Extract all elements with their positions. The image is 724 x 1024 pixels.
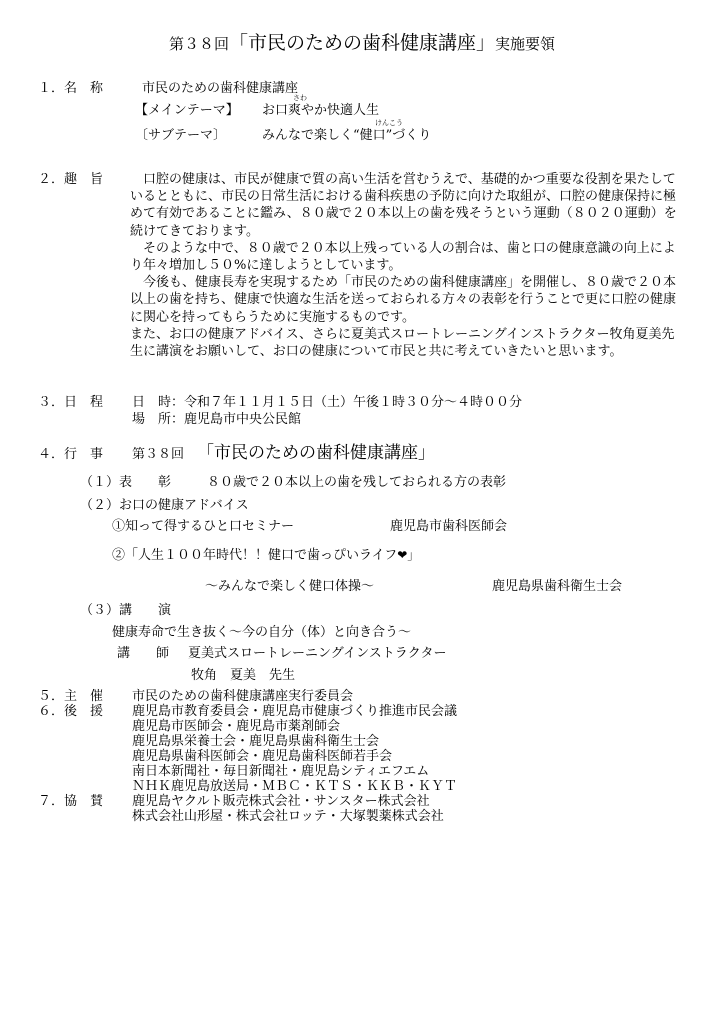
sub-theme: みんなで楽しく“健口”づくり	[262, 128, 432, 143]
page-title	[0, 32, 724, 55]
event-prefix: 第３８回	[132, 447, 185, 462]
sub-theme-ruby: けんこう	[375, 119, 403, 127]
seminar-2-subtitle: ～みんなで楽しく健口体操～	[205, 579, 375, 594]
heart-icon: ❤」	[397, 548, 420, 562]
purpose-paragraph-4: また、お口の健康アドバイス、さらに夏美式スロートレーニングインストラクター牧角夏美先生に講演をお願いして、お口の健康について市民と共に考えていきたいと思います。	[130, 326, 675, 360]
supporters-line-4: 鹿児島県歯科医師会・鹿児島歯科医師若手会	[132, 749, 393, 764]
seminar-2-title: ②「人生１００年時代！！健口で歯っぴいライフ	[112, 548, 398, 563]
lecturer-role: 夏美式スロートレーニングインストラクター	[188, 646, 447, 661]
lecturer-name: 牧角 夏美 先生	[191, 668, 296, 683]
section-4-number: ４．行 事	[38, 447, 104, 462]
sub-theme-label: 〔サブテーマ〕	[135, 128, 227, 143]
section-1-value: 市民のための歯科健康講座	[142, 81, 299, 96]
sponsors-line-1: 鹿児島ヤクルト販売株式会社・サンスター株式会社	[132, 794, 430, 809]
section-2-body	[130, 171, 678, 360]
purpose-paragraph-1: 口腔の健康は、市民が健康で質の高い生活を営むうえで、基礎的かつ重要な役割を果たしているとともに、市民の日常生活における歯科疾患の予防に向けた取組が、口腔の健康保持に極めて有効であることに鑑み、８０歳で２０本以上の歯を残そうという運動（８０２０運動）を続けてきております。	[130, 172, 677, 239]
main-theme-label: 【メインテーマ】	[135, 103, 239, 118]
title-main: 「市民のための歯科健康講座」	[228, 32, 495, 54]
section-6-number: ６．後 援	[38, 704, 104, 719]
supporters-line-6: ＮＨＫ鹿児島放送局・ＭＢＣ・ＫＴＳ・ＫＫＢ・ＫＹＴ	[132, 779, 458, 794]
purpose-paragraph-3: 今後も、健康長寿を実現するため「市民のための歯科健康講座」を開催し、８０歳で２０本以上の歯を持ち、健康で快適な生活を送っておられる方々の表彰を行うことで更に口腔の健康に関心を持ってもらうために実施するものです。	[130, 275, 677, 325]
title-suffix: 実施要領	[495, 35, 556, 53]
item-1-label: （１）表 彰	[80, 475, 172, 490]
main-theme: お口爽やか快適人生	[262, 103, 380, 118]
organizer: 市民のための歯科健康講座実行委員会	[132, 689, 354, 704]
supporters-line-1: 鹿児島市教育委員会・鹿児島市健康づくり推進市民会議	[132, 704, 458, 719]
seminar-1: ①知って得するひと口セミナー	[112, 519, 295, 534]
section-5-number: ５．主 催	[38, 689, 104, 704]
title-prefix: 第３８回	[168, 35, 229, 53]
main-theme-ruby: さわ	[293, 94, 307, 102]
event-title: 「市民のための歯科健康講座」	[197, 443, 435, 463]
section-1-number: １．名 称	[38, 81, 104, 96]
lecturer-label: 講 師	[117, 646, 170, 661]
lecture-title: 健康寿命で生き抜く～今の自分（体）と向き合う～	[112, 625, 412, 640]
section-7-number: ７．協 賛	[38, 794, 104, 809]
item-2-label: （２）お口の健康アドバイス	[80, 498, 249, 513]
supporters-line-2: 鹿児島市医師会・鹿児島市薬剤師会	[132, 719, 341, 734]
section-3-number: ３．日 程	[38, 395, 104, 410]
schedule-place: 場 所：鹿児島市中央公民館	[132, 412, 302, 427]
section-2-number: ２．趣 旨	[38, 172, 104, 187]
seminar-2	[112, 547, 419, 564]
supporters-line-3: 鹿児島県栄養士会・鹿児島県歯科衛生士会	[132, 734, 380, 749]
seminar-2-presenter: 鹿児島県歯科衛生士会	[492, 579, 623, 594]
item-1-text: ８０歳で２０本以上の歯を残しておられる方の表彰	[207, 475, 507, 490]
seminar-1-presenter: 鹿児島市歯科医師会	[390, 519, 508, 534]
purpose-paragraph-2: そのような中で、８０歳で２０本以上残っている人の割合は、歯と口の健康意識の向上により年々増加し５０%に達しようとしています。	[130, 240, 676, 274]
schedule-datetime: 日 時：令和７年１１月１５日（土）午後１時３０分～４時００分	[132, 395, 523, 410]
item-3-label: （３）講 演	[80, 603, 172, 618]
sponsors-line-2: 株式会社山形屋・株式会社ロッテ・大塚製薬株式会社	[132, 809, 444, 824]
supporters-line-5: 南日本新聞社・毎日新聞社・鹿児島シティエフエム	[132, 764, 430, 779]
